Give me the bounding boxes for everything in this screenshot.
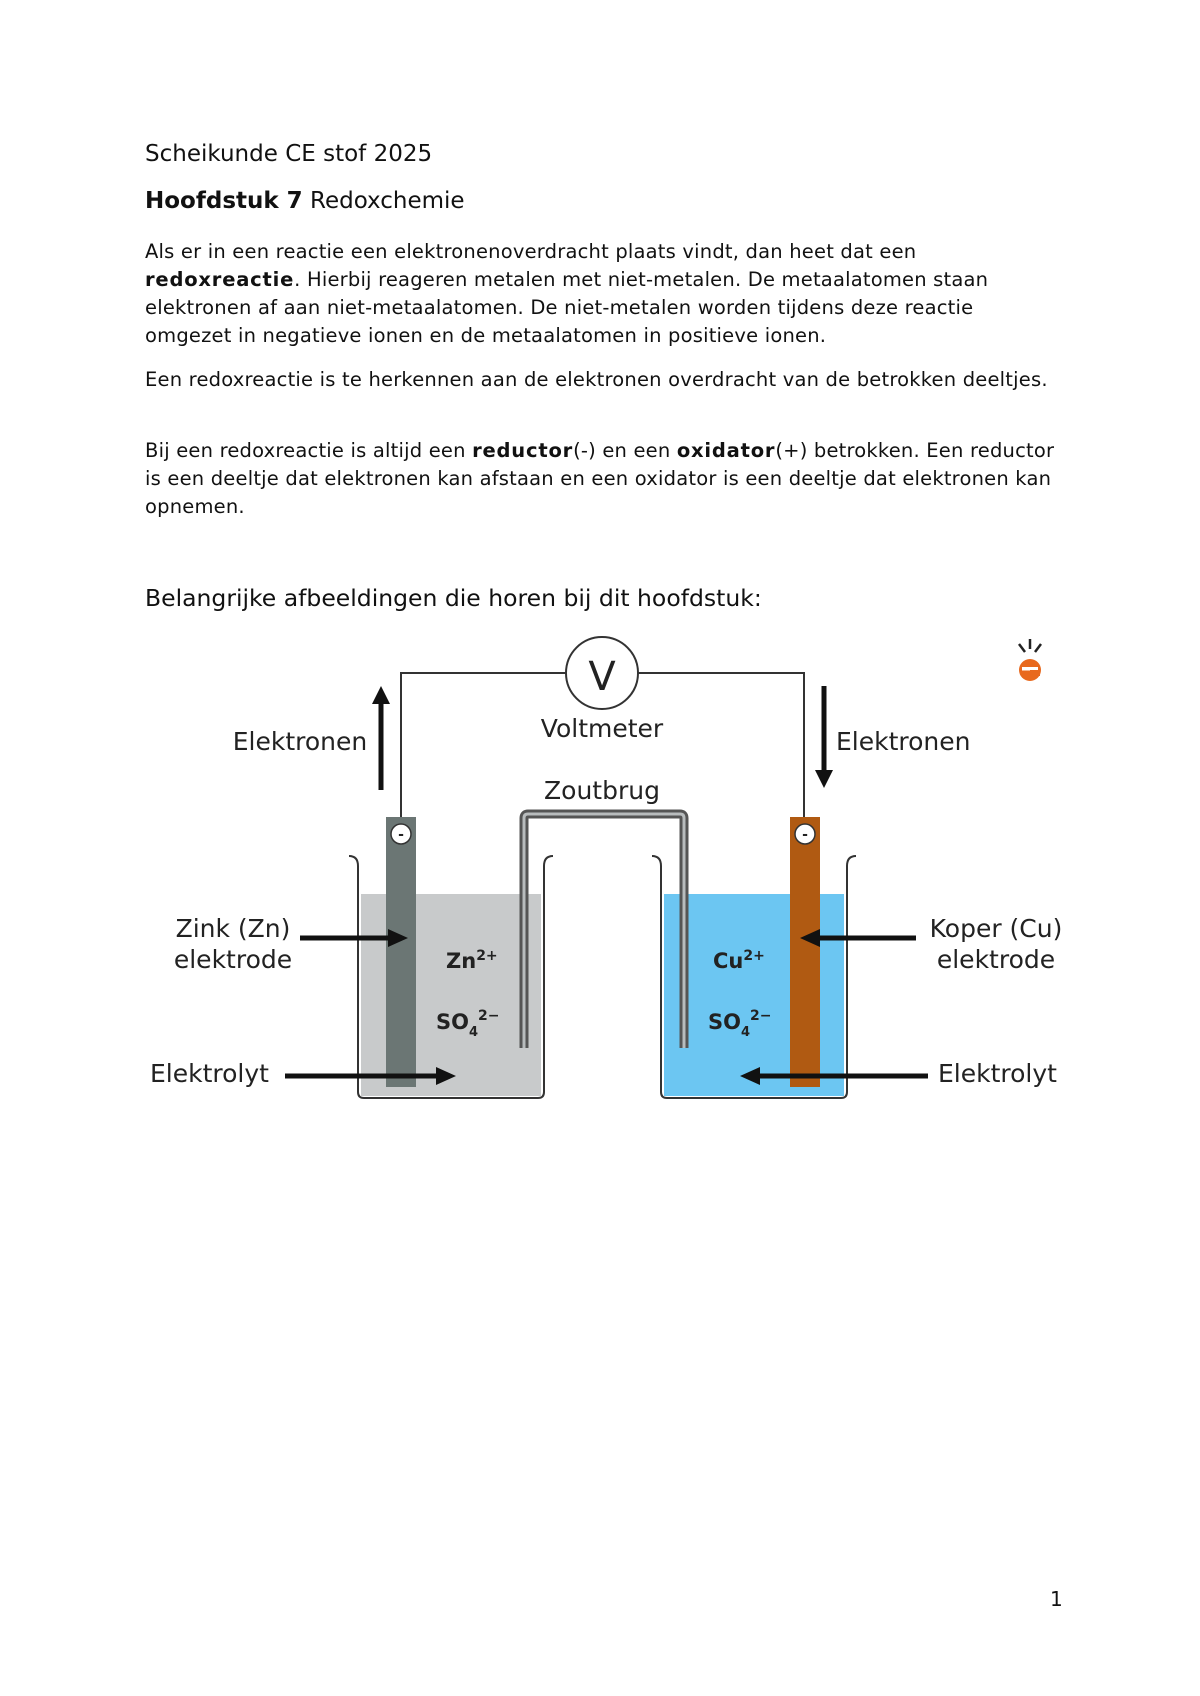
voltmeter-label: Voltmeter <box>540 714 664 743</box>
electrolyte-left-label: Elektrolyt <box>150 1059 269 1088</box>
page-number: 1 <box>1050 1587 1063 1611</box>
chapter-number: Hoofdstuk 7 <box>145 188 303 214</box>
paragraph-text: (-) en een <box>573 439 677 462</box>
paragraph-text: (+) betrokken. Een reductor is een deeltje dat elektronen kan afstaan en een oxidator is een deeltje dat elektronen kan opnemen. <box>145 439 1055 518</box>
electrolyte-right-label: Elektrolyt <box>938 1059 1057 1088</box>
zinc-sign: - <box>398 827 404 843</box>
electron-arrow-down <box>815 686 833 788</box>
term-oxidator: oxidator <box>676 439 776 462</box>
salt-bridge-label: Zoutbrug <box>544 776 660 805</box>
copper-sign: - <box>802 827 808 843</box>
electrons-left-label: Elektronen <box>232 727 368 756</box>
term-redoxreactie: redoxreactie <box>145 268 295 291</box>
zinc-electrode <box>386 817 416 1087</box>
wire-right <box>638 673 804 821</box>
electron-arrow-up <box>372 686 390 790</box>
logo-icon <box>1019 639 1041 681</box>
paragraph-text: Bij een redoxreactie is altijd een <box>145 439 473 462</box>
document-title: Scheikunde CE stof 2025 <box>145 141 433 167</box>
copper-electrode <box>790 817 820 1087</box>
paragraph-recognition: Een redoxreactie is te herkennen aan de elektronen overdracht van de betrokken deeltjes. <box>145 368 1048 391</box>
zinc-arrow <box>300 929 408 947</box>
zinc-label-line2: elektrode <box>173 945 293 974</box>
ion-so4-right: $SO_4^{2-}$ <box>708 1008 772 1040</box>
paragraph-text: Als er in een reactie een elektronenoverdracht plaats vindt, dan heet dat een <box>145 240 917 263</box>
ion-cu: $Cu^{2+}$ <box>713 948 765 973</box>
copper-arrow <box>800 929 916 947</box>
copper-label-line1: Koper (Cu) <box>929 914 1063 943</box>
term-reductor: reductor <box>472 439 574 462</box>
images-subheading: Belangrijke afbeeldingen die horen bij dit hoofdstuk: <box>145 584 762 612</box>
paragraph-text: . Hierbij reageren metalen met niet-metalen. De metaalatomen staan elektronen af aan niet-metaalatomen. De niet-metalen worden tijdens deze reactie omgezet in negatieve ionen en de metaalatomen in positieve ionen. <box>145 268 989 347</box>
wire-left <box>401 673 566 821</box>
electrons-right-label: Elektronen <box>836 727 971 756</box>
copper-label-line2: elektrode <box>936 945 1056 974</box>
ion-so4-left: $SO_4^{2-}$ <box>436 1008 500 1040</box>
ion-zn: $Zn^{2+}$ <box>446 948 498 973</box>
voltmeter-symbol: V <box>588 654 616 700</box>
zinc-label-line1: Zink (Zn) <box>175 914 291 943</box>
chapter-name: Redoxchemie <box>310 188 465 214</box>
